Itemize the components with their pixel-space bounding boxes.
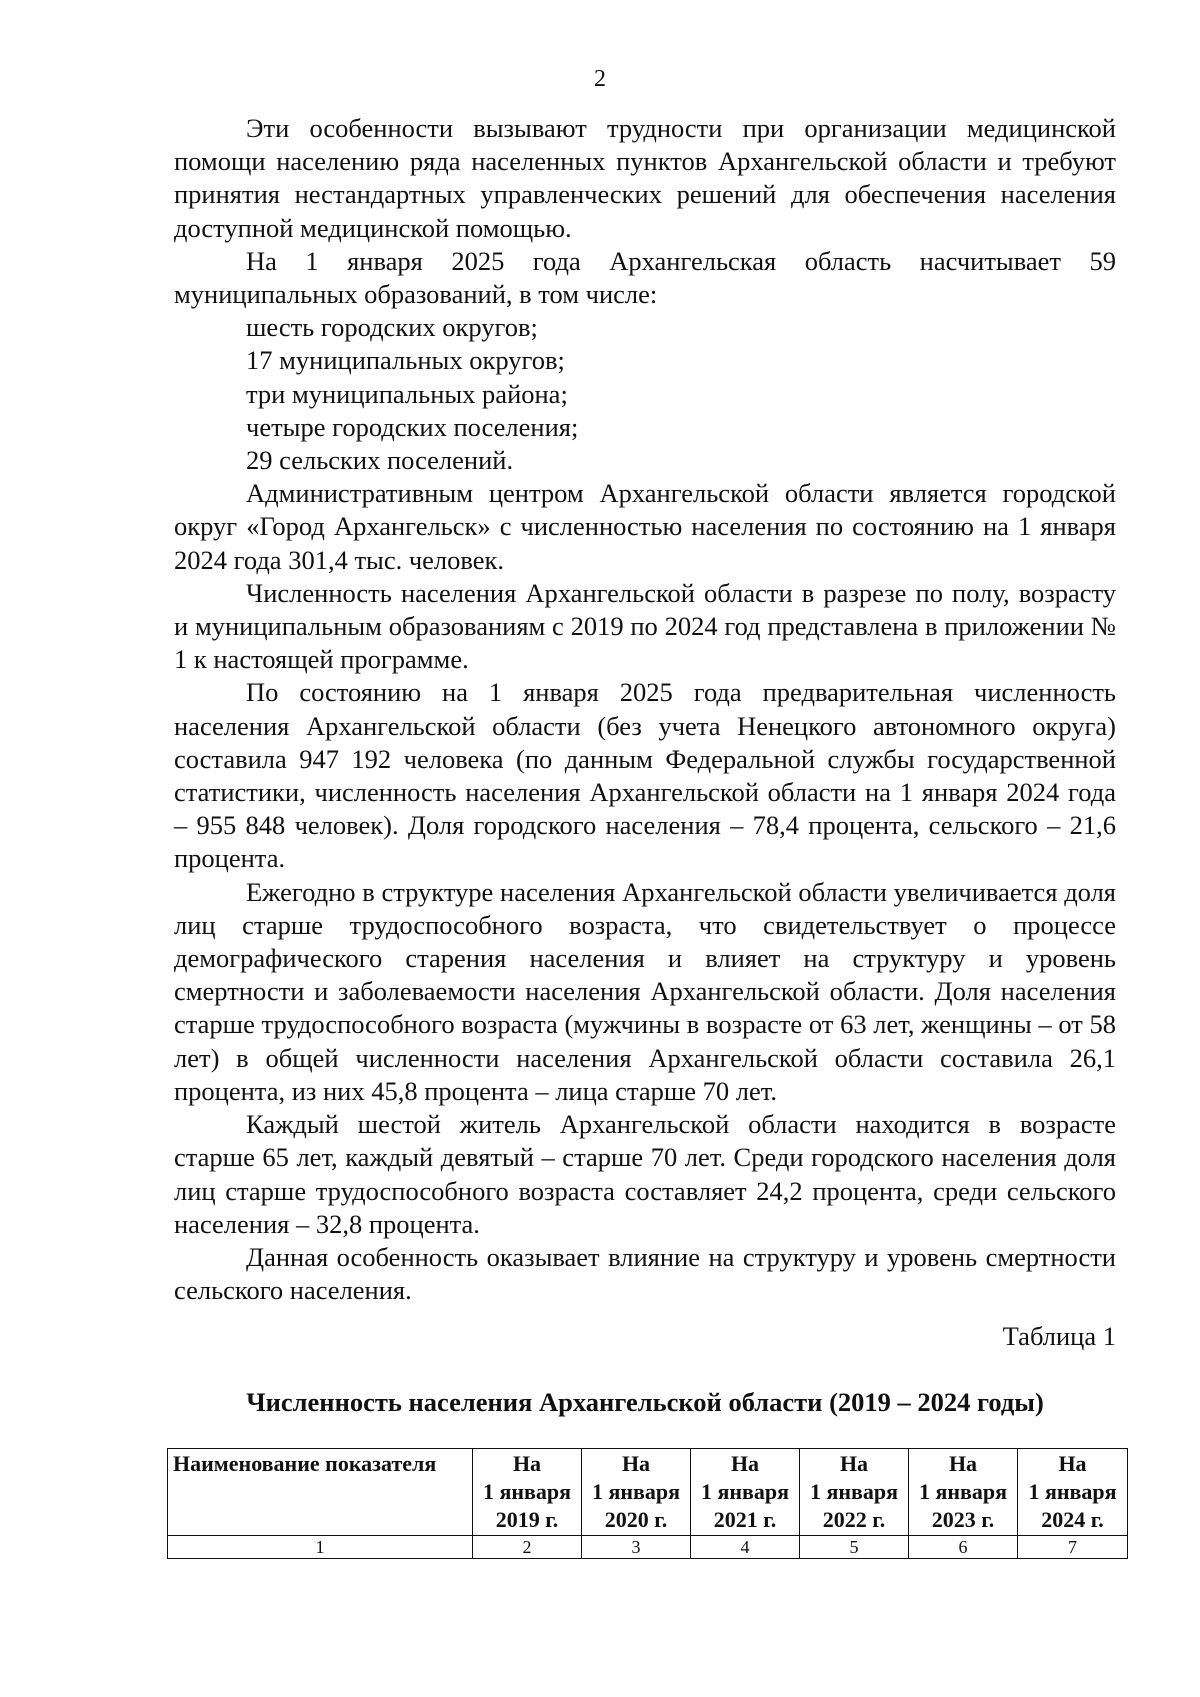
header-line: 2019 г. <box>495 1507 559 1532</box>
header-cell-2022 <box>800 1449 909 1536</box>
header-line: 2021 г. <box>713 1507 777 1532</box>
paragraph: Данная особенность оказывает влияние на структуру и уровень смертности сельского населения. <box>174 1241 1116 1306</box>
table-header-row <box>168 1449 1128 1536</box>
header-line: 1 января <box>809 1479 899 1504</box>
table-caption: Таблица 1 <box>1002 1321 1116 1351</box>
header-line: 1 января <box>1028 1479 1117 1504</box>
column-number-cell: 1 <box>168 1536 473 1559</box>
paragraph: Ежегодно в структуре населения Архангельской области увеличивается доля лиц старше трудоспособного возраста, что свидетельствует о процессе демографического старения населения и влияет на структуру и уровень смертности и заболеваемости населения Архангельской области. Доля населения старше трудоспособного возраста (мужчины в возрасте от 63 лет, женщины – от 58 лет) в общей численности населения Архангельской области составила 26,1 процента, из них 45,8 процента – лица старше 70 лет. <box>174 876 1116 1106</box>
table-title: Численность населения Архангельской области (2019 – 2024 годы) <box>246 1387 1044 1417</box>
header-line: На <box>839 1451 869 1476</box>
header-line: 2022 г. <box>822 1507 886 1532</box>
header-line: 1 января <box>918 1479 1008 1504</box>
list-item: шесть городских округов; <box>246 312 538 343</box>
header-line: 2024 г. <box>1041 1507 1104 1532</box>
paragraph: Административным центром Архангельской области является городской округ «Город Архангельск» с численностью населения по состоянию на 1 января 2024 года 301,4 тыс. человек. <box>174 478 1116 575</box>
header-line: На <box>621 1451 651 1476</box>
column-number-cell: 6 <box>909 1536 1018 1559</box>
header-line: 2023 г. <box>931 1507 995 1532</box>
list-item: четыре городских поселения; <box>246 411 579 442</box>
header-line: 1 января <box>700 1479 790 1504</box>
list-item: 29 сельских поселений. <box>246 445 514 476</box>
header-cell-indicator: Наименование показателя <box>168 1449 473 1536</box>
paragraph: Каждый шестой житель Архангельской области находится в возрасте старше 65 лет, каждый девятый – старше 70 лет. Среди городского населения доля лиц старше трудоспособного возраста составляет 24,2 процента, среди сельского населения – 32,8 процента. <box>174 1109 1116 1239</box>
list-item: три муниципальных района; <box>246 378 568 409</box>
paragraph: Численность населения Архангельской области в разрезе по полу, возрасту и муниципальным образованиям с 2019 по 2024 год представлена в приложении № 1 к настоящей программе. <box>174 577 1116 675</box>
paragraph: На 1 января 2025 года Архангельская область насчитывает 59 муниципальных образований, в том числе: <box>174 245 1116 310</box>
header-line: 1 января <box>482 1479 572 1504</box>
population-table <box>167 1448 1128 1559</box>
header-line: На <box>730 1451 760 1476</box>
header-cell-2024 <box>1018 1449 1128 1536</box>
list-item: 17 муниципальных округов; <box>246 345 565 376</box>
header-line: На <box>948 1451 978 1476</box>
header-line: На <box>512 1451 542 1476</box>
header-line: 2020 г. <box>604 1507 668 1532</box>
column-number-row <box>168 1536 1128 1559</box>
paragraph: По состоянию на 1 января 2025 года предварительная численность населения Архангельской области (без учета Ненецкого автономного округа) составила 947 192 человека (по данным Федеральной службы государственной статистики, численность населения Архангельской области на 1 января 2024 года – 955 848 человек). Доля городского населения – 78,4 процента, сельского – 21,6 процента. <box>174 677 1116 874</box>
paragraph: Эти особенности вызывают трудности при организации медицинской помощи населению ряда населенных пунктов Архангельской области и требуют принятия нестандартных управленческих решений для обеспечения населения доступной медицинской помощью. <box>174 113 1116 243</box>
header-cell-2019 <box>473 1449 582 1536</box>
page-number: 2 <box>594 66 606 92</box>
document-body <box>174 112 1116 1307</box>
column-number-cell: 7 <box>1018 1536 1128 1559</box>
column-number-cell: 5 <box>800 1536 909 1559</box>
column-number-cell: 2 <box>473 1536 582 1559</box>
header-cell-2020 <box>582 1449 691 1536</box>
header-cell-2023 <box>909 1449 1018 1536</box>
column-number-cell: 4 <box>691 1536 800 1559</box>
header-cell-2021 <box>691 1449 800 1536</box>
column-number-cell: 3 <box>582 1536 691 1559</box>
header-line: 1 января <box>591 1479 681 1504</box>
header-line: На <box>1058 1451 1087 1476</box>
